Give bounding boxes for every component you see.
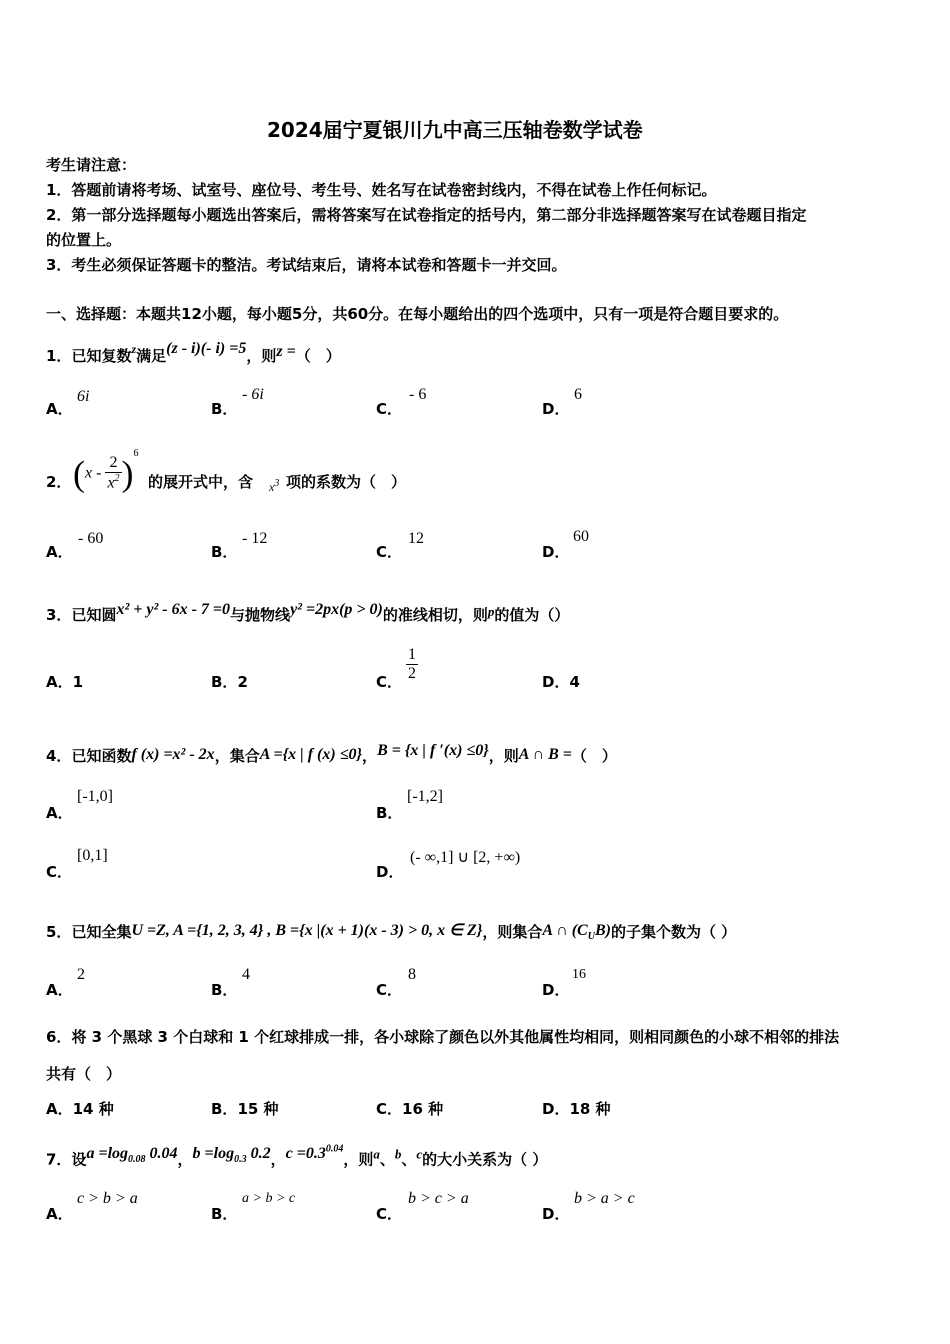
math-expression: x² + y² - 6x - 7 =0 bbox=[116, 601, 231, 618]
option-letter: B． bbox=[211, 1100, 238, 1118]
option-label: C． bbox=[376, 543, 403, 561]
option-label: C． bbox=[376, 1205, 403, 1223]
question-text: 的子集个数为（ ） bbox=[610, 923, 737, 941]
option-label: A． bbox=[46, 981, 73, 999]
question-text: ，则 bbox=[343, 1150, 374, 1169]
option-value: 2 bbox=[237, 673, 248, 691]
option-letter: C． bbox=[376, 1100, 403, 1118]
option-value: c > b > a bbox=[77, 1190, 138, 1207]
exponent: 6 bbox=[133, 448, 139, 459]
option-value: 1 bbox=[72, 673, 84, 691]
option-label: C． bbox=[376, 673, 403, 691]
question-number: 1． bbox=[46, 347, 72, 365]
exponent: 0.04 bbox=[325, 1144, 344, 1155]
option-letter: A． bbox=[46, 673, 73, 691]
option-label: B． bbox=[211, 1205, 238, 1223]
math-var: b bbox=[394, 1146, 402, 1162]
option-label: C． bbox=[46, 863, 73, 881]
option-label bbox=[542, 671, 580, 692]
math-var: a bbox=[373, 1146, 380, 1162]
notice-heading: 考生请注意： bbox=[46, 156, 137, 174]
question-text: ，集合 bbox=[214, 747, 260, 765]
notice-item: 1．答题前请将考场、试室号、座位号、考生号、姓名写在试卷密封线内，不得在试卷上作任何标记。 bbox=[46, 181, 717, 199]
math-var: x bbox=[269, 480, 275, 494]
math-expression bbox=[86, 1145, 178, 1166]
option-label: D． bbox=[542, 981, 570, 999]
question-text: ，则集合 bbox=[482, 923, 543, 941]
math-expression: (z - i)(- i) =5 bbox=[166, 340, 247, 357]
right-paren: ) bbox=[121, 453, 134, 494]
question-3 bbox=[46, 601, 569, 625]
subscript: 0.08 bbox=[128, 1154, 146, 1166]
question-number: 5． bbox=[46, 923, 72, 941]
math-part: c =0.3 bbox=[285, 1145, 326, 1163]
option-value: - 12 bbox=[242, 530, 268, 547]
question-text: 满足 bbox=[136, 347, 167, 365]
option-letter: D． bbox=[542, 1100, 570, 1118]
question-text: 将 3 个黑球 3 个白球和 1 个红球排成一排，各小球除了颜色以外其他属性均相同，则相同颜色的小球不相邻的排法 bbox=[71, 1028, 840, 1046]
question-text: （ ） bbox=[295, 347, 341, 365]
question-text: 已知全集 bbox=[71, 923, 132, 941]
option-value: 4 bbox=[242, 966, 250, 983]
option-value: a > b > c bbox=[242, 1191, 296, 1206]
option-label bbox=[542, 1098, 611, 1119]
option-value: b > a > c bbox=[574, 1190, 635, 1207]
math-expression: x - bbox=[85, 464, 102, 482]
math-var: x bbox=[107, 474, 115, 492]
question-text: 设 bbox=[71, 1150, 87, 1169]
math-var: c bbox=[416, 1146, 423, 1162]
section-heading: 一、选择题：本题共12小题，每小题5分，共60分。在每小题给出的四个选项中，只有一项是符合题目要求的。 bbox=[46, 305, 789, 323]
question-number: 6． bbox=[46, 1028, 72, 1046]
option-label: C． bbox=[376, 981, 403, 999]
question-6 bbox=[46, 1026, 839, 1047]
math-expression: U =Z, A ={1, 2, 3, 4} , B ={x |(x + 1)(x - 3) > 0, x ∈ Z} bbox=[131, 922, 483, 939]
math-part: 0.2 bbox=[246, 1145, 271, 1163]
binomial-expression bbox=[73, 448, 139, 495]
option-letter: A． bbox=[46, 1100, 73, 1118]
notice-item: 的位置上。 bbox=[46, 231, 122, 249]
option-value: (- ∞,1] ∪ [2, +∞) bbox=[410, 849, 521, 866]
question-4 bbox=[46, 742, 617, 766]
option-label bbox=[46, 1098, 114, 1119]
question-text: ，则 bbox=[246, 347, 277, 365]
question-text: 共有（ ） bbox=[46, 1065, 122, 1083]
left-paren: ( bbox=[73, 453, 85, 494]
question-text: 、 bbox=[401, 1150, 417, 1169]
math-expression bbox=[542, 922, 611, 943]
question-text: 已知复数 bbox=[71, 347, 132, 365]
fraction-denominator: 2 bbox=[408, 665, 416, 682]
math-part: a =log bbox=[86, 1145, 129, 1163]
question-text: ， bbox=[177, 1150, 193, 1169]
option-label: C． bbox=[376, 400, 403, 418]
math-expression: A ∩ B = bbox=[518, 746, 572, 763]
math-var: p bbox=[487, 604, 495, 619]
question-7 bbox=[46, 1144, 547, 1169]
option-label: A． bbox=[46, 543, 73, 561]
option-value: 12 bbox=[408, 530, 424, 547]
option-value: [0,1] bbox=[77, 847, 108, 864]
notice-item: 3．考生必须保证答题卡的整洁。考试结束后，请将本试卷和答题卡一并交回。 bbox=[46, 256, 567, 274]
option-value: 4 bbox=[569, 673, 580, 691]
option-label: B． bbox=[211, 400, 238, 418]
question-number: 2． bbox=[46, 473, 72, 491]
option-label: B． bbox=[211, 981, 238, 999]
option-value: 16 种 bbox=[402, 1100, 444, 1118]
math-expression bbox=[286, 1145, 344, 1162]
page-title: 2024届宁夏银川九中高三压轴卷数学试卷 bbox=[267, 118, 643, 142]
math-expression: y² =2px(p > 0) bbox=[290, 601, 383, 618]
question-text: 项的系数为（ ） bbox=[286, 473, 407, 491]
option-value: 14 种 bbox=[72, 1100, 114, 1118]
option-label bbox=[46, 671, 83, 692]
math-expression bbox=[192, 1145, 271, 1166]
question-text: 与抛物线 bbox=[230, 606, 291, 624]
exponent: 3 bbox=[274, 478, 280, 489]
option-value: 6i bbox=[77, 388, 90, 405]
question-1 bbox=[46, 340, 341, 366]
fraction-numerator: 2 bbox=[105, 454, 121, 473]
option-label: A． bbox=[46, 804, 73, 822]
math-expression: B = {x | f ′(x) ≤0} bbox=[377, 742, 489, 759]
option-value: [-1,0] bbox=[77, 788, 113, 805]
subscript: 0.3 bbox=[234, 1154, 247, 1166]
option-label: D． bbox=[542, 400, 570, 418]
option-value: 2 bbox=[77, 966, 85, 983]
fraction-denominator bbox=[105, 473, 121, 492]
option-value: [-1,2] bbox=[407, 788, 443, 805]
fraction bbox=[406, 646, 418, 683]
question-number: 3． bbox=[46, 606, 72, 624]
question-5 bbox=[46, 920, 736, 942]
question-text: 的展开式中，含 bbox=[148, 473, 254, 491]
option-value: b > c > a bbox=[408, 1190, 469, 1207]
question-text: 、 bbox=[379, 1150, 395, 1169]
math-var: z bbox=[131, 342, 137, 356]
question-text: 已知函数 bbox=[71, 747, 132, 765]
question-text: 的值为（） bbox=[494, 606, 570, 624]
math-var bbox=[269, 478, 279, 495]
math-expression: z = bbox=[276, 343, 296, 360]
option-label: D． bbox=[376, 863, 404, 881]
option-value: - 60 bbox=[78, 530, 104, 547]
option-label: B． bbox=[211, 543, 238, 561]
option-label bbox=[211, 1098, 279, 1119]
question-text: 的准线相切，则 bbox=[382, 606, 488, 624]
question-text: 已知圆 bbox=[71, 606, 117, 624]
notice-item: 2．第一部分选择题每小题选出答案后，需将答案写在试卷指定的括号内，第二部分非选择题答案写在试卷题目指定 bbox=[46, 206, 807, 224]
option-label bbox=[376, 1098, 443, 1119]
option-value: 8 bbox=[408, 966, 416, 983]
option-value: 18 种 bbox=[569, 1100, 611, 1118]
option-label: B． bbox=[376, 804, 403, 822]
option-value: 60 bbox=[573, 528, 589, 545]
option-label: D． bbox=[542, 1205, 570, 1223]
subscript: U bbox=[587, 931, 595, 943]
math-part: B) bbox=[594, 922, 611, 939]
fraction-numerator: 1 bbox=[408, 646, 416, 663]
option-label bbox=[211, 671, 248, 692]
math-part: A ∩ (C bbox=[542, 922, 588, 939]
option-label: D． bbox=[542, 543, 570, 561]
question-number: 7． bbox=[46, 1150, 72, 1169]
question-text: （ ） bbox=[571, 747, 617, 765]
math-part: 0.04 bbox=[145, 1145, 178, 1163]
question-text: 的大小关系为（ ） bbox=[422, 1150, 548, 1169]
question-text: ， bbox=[270, 1150, 286, 1169]
math-part: b =log bbox=[192, 1145, 235, 1163]
option-value: - 6 bbox=[409, 386, 427, 403]
option-label: A． bbox=[46, 1205, 73, 1223]
option-value: 6 bbox=[574, 386, 582, 403]
option-value: 15 种 bbox=[237, 1100, 279, 1118]
fraction bbox=[105, 454, 121, 492]
option-value: 16 bbox=[572, 967, 586, 982]
question-text: ， bbox=[362, 747, 378, 765]
question-number: 4． bbox=[46, 747, 72, 765]
question-text: ，则 bbox=[488, 747, 519, 765]
math-expression: f (x) =x² - 2x bbox=[131, 746, 215, 763]
option-label: A． bbox=[46, 400, 73, 418]
option-value: - 6i bbox=[242, 386, 264, 403]
option-letter: D． bbox=[542, 673, 570, 691]
option-letter: B． bbox=[211, 673, 238, 691]
math-expression: A ={x | f (x) ≤0} bbox=[259, 746, 363, 763]
exponent: 2 bbox=[114, 473, 120, 485]
